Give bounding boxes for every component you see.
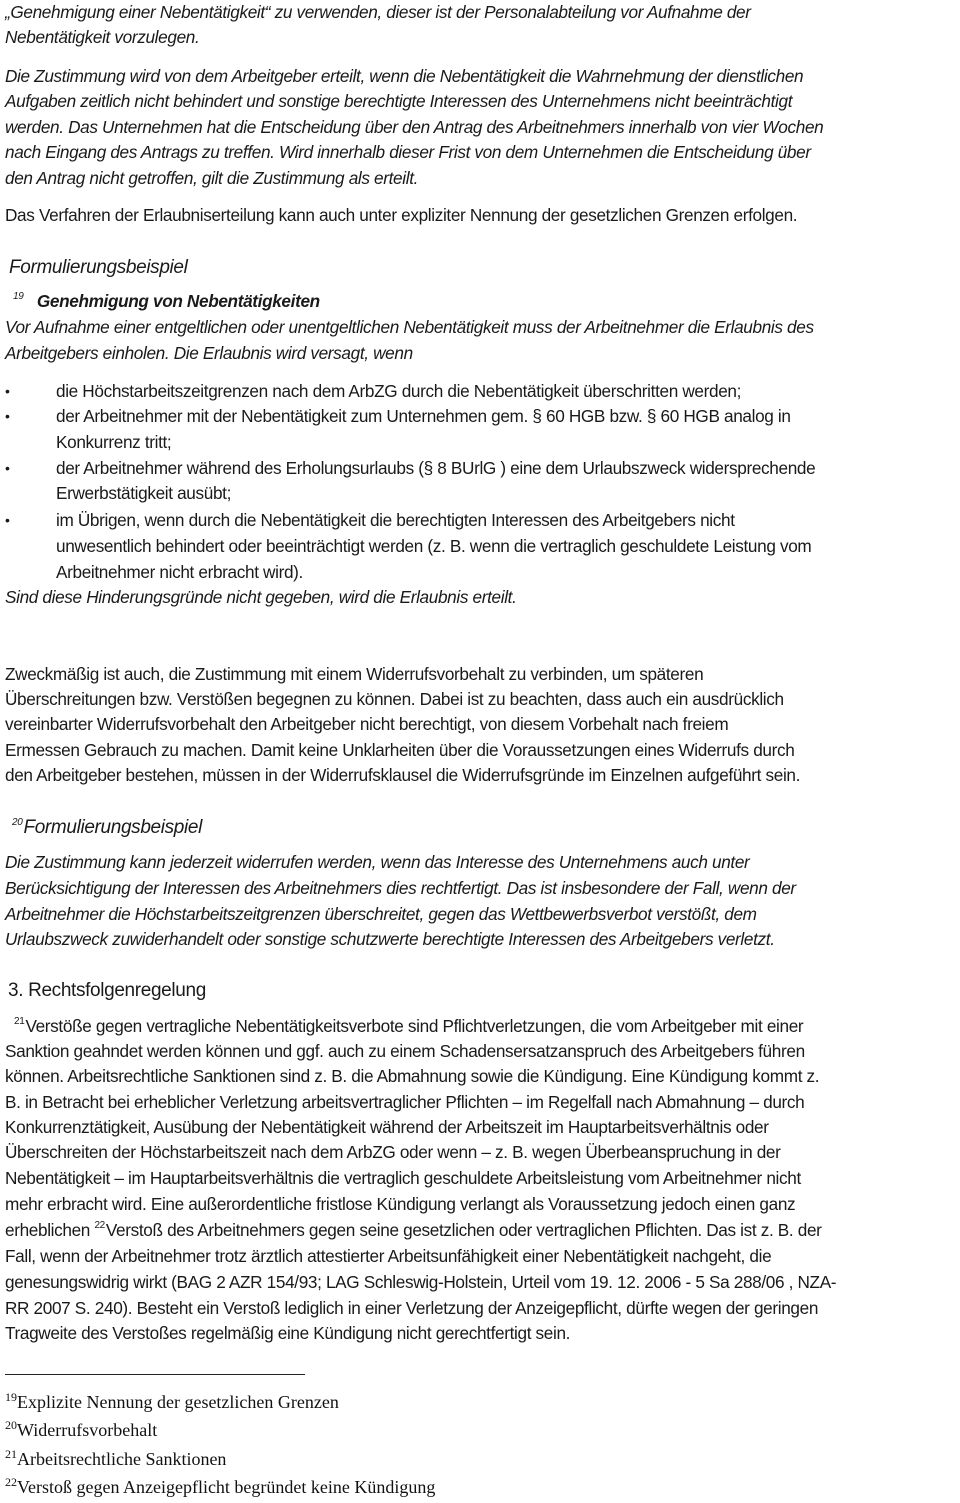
footnote	[5, 1389, 339, 1415]
section-line: Überschreiten der Höchstarbeitszeit nach dem ArbZG oder wenn – z. B. wegen Überbeanspruchung in der	[5, 1142, 781, 1162]
example-line: Vor Aufnahme einer entgeltlichen oder unentgeltlichen Nebentätigkeit muss der Arbeitnehmer die Erlaubnis des	[5, 317, 814, 337]
example-2-line: Arbeitnehmer die Höchstarbeitszeitgrenzen überschreitet, gegen das Wettbewerbsverbot verstößt, dem	[5, 904, 757, 924]
example-heading: Formulierungsbeispiel	[9, 257, 188, 278]
section-line: Nebentätigkeit – im Hauptarbeitsverhältnis die vertraglich geschuldete Arbeitsleistung vom Arbeitnehmer nicht	[5, 1168, 801, 1188]
bullet-item: der Arbeitnehmer mit der Nebentätigkeit zum Unternehmen gem. § 60 HGB bzw. § 60 HGB analog in	[56, 406, 791, 426]
section-line: RR 2007 S. 240). Besteht ein Verstoß lediglich in einer Verletzung der Anzeigepflicht, dürfte wegen der geringen	[5, 1298, 819, 1318]
example-2-heading-row	[12, 816, 202, 840]
revocation-line: Zweckmäßig ist auch, die Zustimmung mit einem Widerrufsvorbehalt zu verbinden, um späteren	[5, 664, 704, 684]
example-title: Genehmigung von Nebentätigkeiten	[36, 291, 320, 311]
consent-line: Aufgaben zeitlich nicht behindert und sonstige berechtigte Interessen des Unternehmens nicht beeinträchtigt	[5, 91, 793, 111]
bullet-item-cont: Konkurrenz tritt;	[56, 432, 172, 452]
section-line: genesungswidrig wirkt (BAG 2 AZR 154/93; LAG Schleswig-Holstein, Urteil vom 19. 12. 2006 - 5 Sa 288/06 , NZA-	[5, 1272, 837, 1292]
footnote-number: 20	[5, 1418, 17, 1432]
section-line: Tragweite des Verstoßes regelmäßig eine Kündigung nicht gerechtfertigt sein.	[5, 1323, 571, 1343]
revocation-line: Ermessen Gebrauch zu machen. Damit keine Unklarheiten über die Voraussetzungen eines Widerrufs durch	[5, 740, 795, 760]
footnote-divider	[5, 1374, 305, 1375]
section-line: Konkurrenztätigkeit, Ausübung der Nebentätigkeit während der Arbeitszeit im Hauptarbeitsverhältnis oder	[5, 1117, 769, 1137]
example-2-line: Berücksichtigung der Interessen des Arbeitnehmers dies rechtfertigt. Das ist insbesondere der Fall, wenn der	[5, 878, 796, 898]
consent-line: werden. Das Unternehmen hat die Entscheidung über den Antrag des Arbeitnehmers innerhalb von vier Wochen	[5, 117, 824, 137]
revocation-line: Überschreitungen bzw. Verstößen begegnen zu können. Dabei ist zu beachten, dass auch ein ausdrücklich	[5, 689, 784, 709]
revocation-line: vereinbarter Widerrufsvorbehalt den Arbeitgeber nicht berechtigt, von diesem Vorbehalt nach freiem	[5, 714, 729, 734]
bullet-item-cont: Erwerbstätigkeit ausübt;	[56, 483, 232, 503]
footnote-text: Explizite Nennung der gesetzlichen Grenzen	[17, 1392, 339, 1412]
revocation-line: den Arbeitgeber bestehen, müssen in der Widerrufsklausel die Widerrufsgründe im Einzelnen aufgeführt sein.	[5, 765, 801, 785]
bullet-item: die Höchstarbeitszeitgrenzen nach dem ArbZG durch die Nebentätigkeit überschritten werden;	[56, 381, 742, 401]
footnote	[5, 1417, 157, 1443]
bullet-item: der Arbeitnehmer während des Erholungsurlaubs (§ 8 BUrlG ) eine dem Urlaubszweck widersprechende	[56, 458, 816, 478]
footnote	[5, 1474, 435, 1500]
example-2-line: Die Zustimmung kann jederzeit widerrufen werden, wenn das Interesse des Unternehmens auch unter	[5, 852, 750, 872]
bullet-icon: •	[5, 512, 10, 528]
section-line: Verstöße gegen vertragliche Nebentätigkeitsverbote sind Pflichtverletzungen, die vom Arbeitgeber mit einer	[25, 1016, 804, 1036]
section-line: mehr erbracht wird. Eine außerordentliche fristlose Kündigung verlangt als Voraussetzung jedoch einen ganz	[5, 1194, 796, 1214]
bullet-item-cont: Arbeitnehmer nicht erbracht wird).	[56, 562, 303, 582]
section-line: können. Arbeitsrechtliche Sanktionen sind z. B. die Abmahnung sowie die Kündigung. Eine Kündigung kommt z.	[5, 1066, 820, 1086]
footnote	[5, 1446, 226, 1472]
section-line-with-ref	[5, 1218, 822, 1242]
example-2-heading: Formulierungsbeispiel	[23, 817, 202, 838]
bullet-icon: •	[5, 460, 10, 476]
example-line: Arbeitgebers einholen. Die Erlaubnis wird versagt, wenn	[5, 343, 413, 363]
footnote-ref[interactable]: 20	[12, 817, 23, 828]
example-2-line: Urlaubszweck zuwiderhandelt oder sonstige schutzwerte berechtigte Interessen des Arbeitgebers verletzt.	[5, 929, 775, 949]
bullet-item-cont: unwesentlich behindert oder beeinträchtigt werden (z. B. wenn die vertraglich geschuldete Leistung vom	[56, 536, 812, 556]
section-first-line-row	[14, 1014, 803, 1038]
bullet-icon: •	[5, 408, 10, 424]
section-heading: 3. Rechtsfolgenregelung	[8, 980, 206, 1001]
section-line: B. in Betracht bei erheblicher Verletzung arbeitsvertraglicher Pflichten – im Regelfall nach Abmahnung – durch	[5, 1092, 805, 1112]
footnote-text: Widerrufsvorbehalt	[17, 1420, 158, 1440]
footnote-ref[interactable]: 22	[94, 1220, 105, 1231]
section-line-part: Verstoß des Arbeitnehmers gegen seine gesetzlichen oder vertraglichen Pflichten. Das ist z. B. der	[105, 1220, 822, 1240]
bullet-item: im Übrigen, wenn durch die Nebentätigkeit die berechtigten Interessen des Arbeitgebers nicht	[56, 510, 735, 530]
consent-line: nach Eingang des Antrags zu treffen. Wird innerhalb dieser Frist von dem Unternehmen die Entscheidung über	[5, 142, 811, 162]
intro-line: Nebentätigkeit vorzulegen.	[5, 27, 200, 47]
intro-line: „Genehmigung einer Nebentätigkeit“ zu verwenden, dieser ist der Personalabteilung vor Aufnahme der	[5, 2, 751, 22]
footnote-text: Verstoß gegen Anzeigepflicht begründet keine Kündigung	[17, 1477, 436, 1497]
footnote-number: 21	[5, 1447, 17, 1461]
section-line-part: erheblichen	[5, 1220, 95, 1240]
consent-line: Die Zustimmung wird von dem Arbeitgeber erteilt, wenn die Nebentätigkeit die Wahrnehmung der dienstlichen	[5, 66, 804, 86]
footnote-number: 22	[5, 1475, 17, 1489]
bullet-icon: •	[5, 383, 10, 399]
example-title-row	[13, 289, 320, 313]
consent-line: den Antrag nicht getroffen, gilt die Zustimmung als erteilt.	[5, 168, 419, 188]
footnote-ref[interactable]: 21	[14, 1016, 25, 1027]
procedure-line: Das Verfahren der Erlaubniserteilung kann auch unter expliziter Nennung der gesetzlichen Grenzen erfolgen.	[5, 205, 798, 225]
example-closing: Sind diese Hinderungsgründe nicht gegeben, wird die Erlaubnis erteilt.	[5, 587, 517, 607]
footnote-number: 19	[5, 1390, 17, 1404]
footnote-ref[interactable]: 19	[13, 291, 24, 302]
section-line: Fall, wenn der Arbeitnehmer trotz ärztlich attestierter Arbeitsunfähigkeit einer Nebentätigkeit nachgeht, die	[5, 1246, 772, 1266]
footnote-text: Arbeitsrechtliche Sanktionen	[17, 1449, 227, 1469]
section-line: Sanktion geahndet werden können und ggf. auch zu einem Schadensersatzanspruch des Arbeitgebers führen	[5, 1041, 805, 1061]
